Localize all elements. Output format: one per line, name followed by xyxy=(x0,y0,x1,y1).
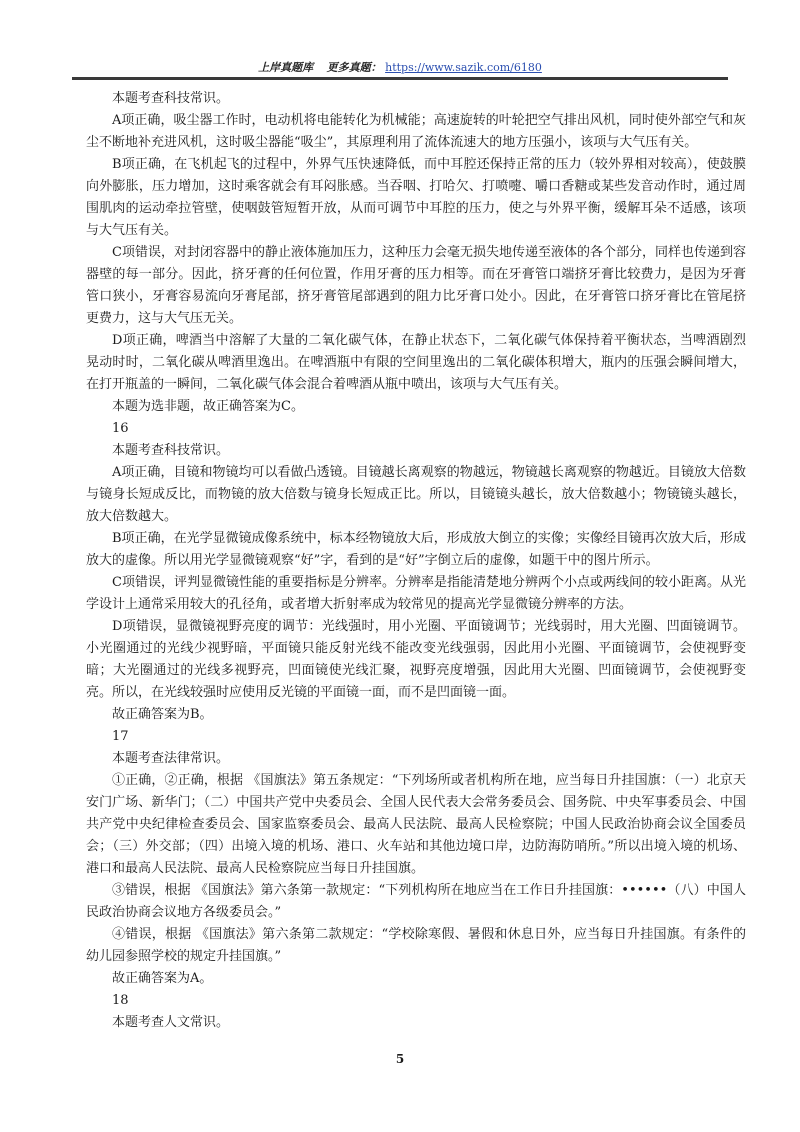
paragraph: 故正确答案为A。 xyxy=(112,971,213,986)
paragraph: B项正确，在飞机起飞的过程中，外界气压快速降低，而中耳腔还保持正常的压力（较外界相对较高），使鼓膜向外膨胀，压力增加，这时乘客就会有耳闷胀感。当吞咽、打哈欠、打喷嚏、嚼口香糖或某些发音动作时，通过周围肌肉的运动牵拉管壁，使咽鼓管短暂开放，从而可调节中耳腔的压力，使之与外界平衡，缓解耳朵不适感，该项与大气压有关。 xyxy=(86,157,746,238)
paragraph: ①正确，②正确，根据 《国旗法》第五条规定：“下列场所或者机构所在地，应当每日升挂国旗：（一）北京天安门广场、新华门；（二）中国共产党中央委员会、全国人民代表大会常务委员会、国务院、中央军事委员会、中国共产党中央纪律检查委员会、国家监察委员会、最高人民法院、最高人民检察院；中国人民政治协商会议全国委员会；（三）外交部；（四）出境入境的机场、港口、火车站和其他边境口岸，边防海防哨所。”所以出境入境的机场、港口和最高人民法院、最高人民检察院应当每日升挂国旗。 xyxy=(86,773,746,876)
paragraph: D项错误，显微镜视野亮度的调节：光线强时，用小光圈、平面镜调节；光线弱时，用大光圈、凹面镜调节。小光圈通过的光线少视野暗，平面镜只能反射光线不能改变光线强弱，因此用小光圈、平面镜调节，会使视野变暗；大光圈通过的光线多视野亮，凹面镜使光线汇聚，视野亮度增强，因此用大光圈、凹面镜调节，会使视野变亮。所以，在光线较强时应使用反光镜的平面镜一面，而不是凹面镜一面。 xyxy=(86,619,746,700)
page-header xyxy=(0,60,800,76)
paragraph: ④错误，根据 《国旗法》第六条第二款规定：“学校除寒假、暑假和休息日外，应当每日升挂国旗。有条件的幼儿园参照学校的规定升挂国旗。” xyxy=(86,927,746,964)
paragraph: 本题为选非题，故正确答案为C。 xyxy=(112,399,304,414)
paragraph: 故正确答案为B。 xyxy=(112,707,213,722)
paragraph: A项正确，目镜和物镜均可以看做凸透镜。目镜越长离观察的物越远，物镜越长离观察的物越近。目镜放大倍数与镜身长短成反比，而物镜的放大倍数与镜身长短成正比。所以，目镜镜头越长，放大倍数越小；物镜镜头越长，放大倍数越大。 xyxy=(86,465,746,524)
paragraph: 本题考查科技常识。 xyxy=(112,91,230,106)
paragraph: C项错误，对封闭容器中的静止液体施加压力，这种压力会毫无损失地传递至液体的各个部分，同样也传递到容器壁的每一部分。因此，挤牙膏的任何位置，作用牙膏的压力相等。而在牙膏管口端挤牙膏比较费力，是因为牙膏管口狭小，牙膏容易流向牙膏尾部，挤牙膏管尾部遇到的阻力比牙膏口处小。因此，在牙膏管口挤牙膏比在管尾挤更费力，这与大气压无关。 xyxy=(86,245,746,326)
paragraph: ③错误，根据 《国旗法》第六条第一款规定：“下列机构所在地应当在工作日升挂国旗：••••••（八）中国人民政治协商会议地方各级委员会。” xyxy=(86,883,746,920)
paragraph: D项正确，啤酒当中溶解了大量的二氧化碳气体，在静止状态下，二氧化碳气体保持着平衡状态，当啤酒剧烈晃动时时，二氧化碳从啤酒里逸出。在啤酒瓶中有限的空间里逸出的二氧化碳体积增大，瓶内的压强会瞬间增大，在打开瓶盖的一瞬间，二氧化碳气体会混合着啤酒从瓶中喷出，该项与大气压有关。 xyxy=(86,333,746,392)
paragraph: C项错误，评判显微镜性能的重要指标是分辨率。分辨率是指能清楚地分辨两个小点或两线间的较小距离。从光学设计上通常采用较大的孔径角，或者增大折射率成为较常见的提高光学显微镜分辨率的方法。 xyxy=(86,575,746,612)
header-url-link[interactable]: https://www.sazik.com/6180 xyxy=(385,61,542,74)
paragraph: 本题考查科技常识。 xyxy=(112,443,230,458)
question-number: 18 xyxy=(112,993,129,1008)
header-label: 上岸真题库 xyxy=(258,61,314,74)
question-number: 17 xyxy=(112,729,129,744)
paragraph: 本题考查法律常识。 xyxy=(112,751,230,766)
paragraph: 本题考查人文常识。 xyxy=(112,1015,230,1030)
document-body xyxy=(86,88,746,1034)
header-link-label: 更多真题： xyxy=(326,61,382,74)
header-rule xyxy=(72,77,728,80)
page-number: 5 xyxy=(395,1052,405,1066)
paragraph: A项正确，吸尘器工作时，电动机将电能转化为机械能；高速旋转的叶轮把空气排出风机，同时使外部空气和灰尘不断地补充进风机，这时吸尘器能“吸尘”，其原理利用了流体流速大的地方压强小，该项与大气压有关。 xyxy=(86,113,746,150)
question-number: 16 xyxy=(112,421,129,436)
paragraph: B项正确，在光学显微镜成像系统中，标本经物镜放大后，形成放大倒立的实像；实像经目镜再次放大后，形成放大的虚像。所以用光学显微镜观察“好”字，看到的是“好”字倒立后的虚像，如题干中的图片所示。 xyxy=(86,531,746,568)
